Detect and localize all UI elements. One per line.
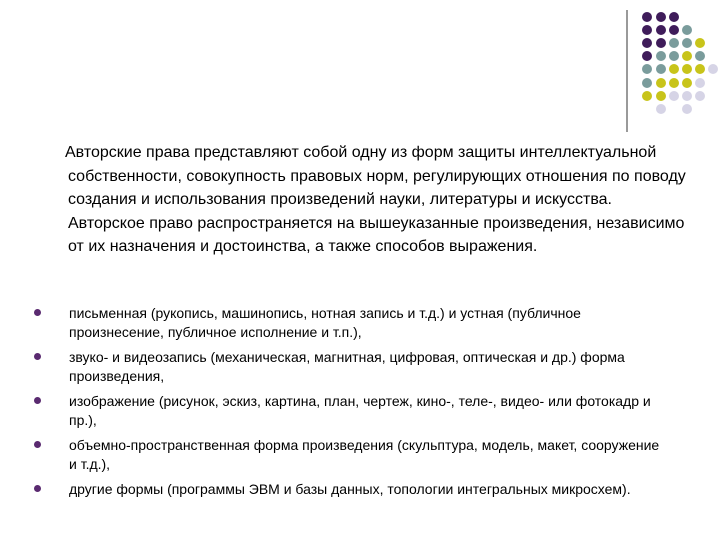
decorative-dot <box>669 91 679 101</box>
decorative-dot <box>682 78 692 88</box>
list-item-text: письменная (рукопись, машинопись, нотная запись и т.д.) и устная (публичное произнесение, публичное исполнение и т.п.), <box>69 305 581 340</box>
decorative-dot <box>642 78 652 88</box>
bullet-dot-icon <box>34 309 41 316</box>
decorative-dot <box>642 25 652 35</box>
decorative-dot-grid <box>0 0 720 140</box>
decorative-dot <box>656 38 666 48</box>
decorative-dot <box>656 25 666 35</box>
decorative-dot <box>669 78 679 88</box>
list-item-text: звуко- и видеозапись (механическая, магнитная, цифровая, оптическая и др.) форма произведения, <box>69 349 625 384</box>
decorative-dot <box>656 64 666 74</box>
decorative-dot <box>682 51 692 61</box>
bullet-list <box>0 304 720 506</box>
list-item <box>0 436 669 473</box>
decorative-dot <box>695 91 705 101</box>
decorative-dot <box>695 64 705 74</box>
decorative-dot <box>695 38 705 48</box>
decorative-dot <box>642 12 652 22</box>
list-item <box>0 348 669 385</box>
decorative-dot <box>682 91 692 101</box>
decorative-dot <box>682 64 692 74</box>
bullet-dot-icon <box>34 485 41 492</box>
decorative-dot <box>656 12 666 22</box>
decorative-dot <box>642 51 652 61</box>
decorative-vertical-divider <box>626 10 628 132</box>
decorative-dot <box>656 91 666 101</box>
bullet-dot-icon <box>34 441 41 448</box>
decorative-dot <box>669 12 679 22</box>
list-item-text: другие формы (программы ЭВМ и базы данных, топологии интегральных микросхем). <box>69 481 631 497</box>
decorative-dot <box>656 104 666 114</box>
bullet-dot-icon <box>34 353 41 360</box>
decorative-dot <box>669 25 679 35</box>
list-item <box>0 304 669 341</box>
decorative-dot <box>695 78 705 88</box>
decorative-dot <box>642 91 652 101</box>
decorative-dot <box>682 104 692 114</box>
bullet-dot-icon <box>34 397 41 404</box>
decorative-dot <box>656 78 666 88</box>
decorative-dot <box>656 51 666 61</box>
decorative-dot <box>669 38 679 48</box>
intro-text: Авторские права представляют собой одну из форм защиты интеллектуальной собственности, совокупность правовых норм, регулирующих отношения по поводу создания и использования произведений науки, литературы и искусства. Авторское право распространяется на вышеуказанные произведения, независимо от их назначения и достоинства, а также способов выражения. <box>65 144 686 255</box>
intro-paragraph <box>65 141 688 259</box>
decorative-dot <box>642 38 652 48</box>
decorative-dot <box>669 51 679 61</box>
list-item <box>0 392 669 429</box>
decorative-dot <box>682 38 692 48</box>
decorative-dot <box>642 64 652 74</box>
decorative-dot <box>669 64 679 74</box>
decorative-dot <box>695 51 705 61</box>
decorative-dot <box>682 25 692 35</box>
list-item-text: изображение (рисунок, эскиз, картина, план, чертеж, кино-, теле-, видео- или фотокадр и пр.), <box>69 393 651 428</box>
list-item <box>0 480 669 499</box>
list-item-text: объемно-пространственная форма произведения (скульптура, модель, макет, сооружение и т.д.), <box>69 437 660 472</box>
decorative-dot <box>708 64 718 74</box>
